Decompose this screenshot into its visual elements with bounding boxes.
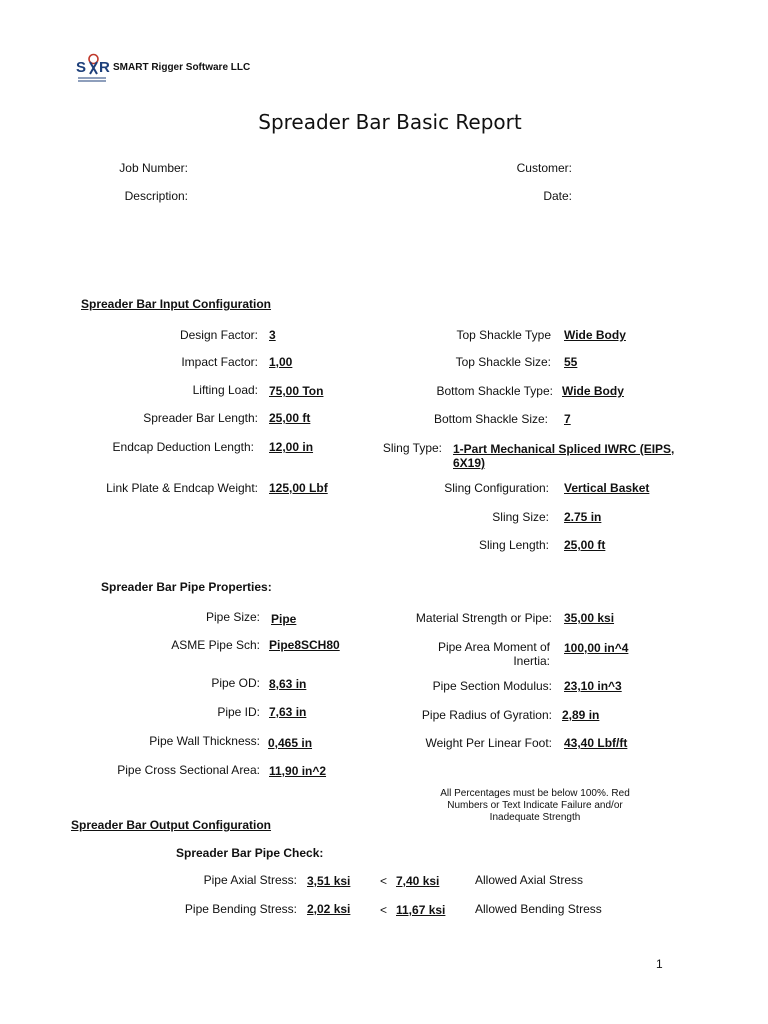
asme-pipe-sch-value: Pipe8SCH80 (269, 638, 340, 652)
pipe-cross-area-label: Pipe Cross Sectional Area: (117, 763, 260, 777)
asme-pipe-sch-label: ASME Pipe Sch: (171, 638, 260, 652)
top-shackle-type-value: Wide Body (564, 328, 626, 342)
pipe-area-moment-label-line2: Inertia: (513, 654, 550, 668)
pipe-od-label: Pipe OD: (211, 676, 260, 690)
top-shackle-size-value: 55 (564, 355, 578, 369)
axial-stress-value: 3,51 ksi (307, 874, 351, 888)
sling-length-label: Sling Length: (478, 538, 549, 552)
pipe-id-label: Pipe ID: (217, 705, 260, 719)
link-plate-weight-label: Link Plate & Endcap Weight: (106, 481, 258, 495)
axial-stress-label: Pipe Axial Stress: (203, 873, 297, 887)
pipe-radius-gyration-value: 2,89 in (562, 708, 600, 722)
pipe-cross-area-value: 11,90 in^2 (269, 764, 327, 778)
weight-per-foot-value: 43,40 Lbf/ft (564, 736, 628, 750)
date-label: Date: (543, 189, 572, 203)
pipe-id-value: 7,63 in (269, 705, 307, 719)
pipe-wall-thickness-value: 0,465 in (268, 736, 313, 750)
top-shackle-size-label: Top Shackle Size: (455, 355, 551, 369)
material-strength-value: 35,00 ksi (564, 611, 615, 625)
bending-stress-value: 2,02 ksi (307, 902, 351, 916)
pipe-check-heading: Spreader Bar Pipe Check: (176, 846, 324, 860)
sling-type-label: Sling Type: (382, 441, 442, 455)
bottom-shackle-type-value: Wide Body (562, 384, 624, 398)
company-logo-icon (76, 52, 112, 84)
impact-factor-label: Impact Factor: (181, 355, 258, 369)
sling-length-value: 25,00 ft (564, 538, 606, 552)
pipe-size-label: Pipe Size: (205, 610, 260, 624)
lifting-load-value: 75,00 Ton (269, 384, 324, 398)
company-name: SMART Rigger Software LLC (113, 62, 251, 73)
failure-note (430, 788, 640, 824)
bending-stress-label: Pipe Bending Stress: (184, 902, 297, 916)
allowed-bending-stress-value: 11,67 ksi (396, 903, 446, 917)
design-factor-value: 3 (269, 328, 276, 342)
svg-text:R: R (99, 59, 110, 76)
spreader-bar-length-label: Spreader Bar Length: (143, 411, 258, 425)
spreader-bar-length-value: 25,00 ft (269, 411, 311, 425)
pipe-area-moment-label: Pipe Area Moment of (437, 640, 550, 654)
description-label: Description: (124, 189, 188, 203)
impact-factor-value: 1,00 (269, 355, 293, 369)
failure-note-line1: All Percentages must be below 100%. Red (440, 788, 630, 799)
design-factor-label: Design Factor: (179, 328, 258, 342)
pipe-od-value: 8,63 in (269, 677, 307, 691)
endcap-deduction-label: Endcap Deduction Length: (112, 440, 254, 454)
failure-note-line3: Inadequate Strength (489, 812, 581, 823)
bottom-shackle-type-label: Bottom Shackle Type: (436, 384, 553, 398)
bending-stress-comparison: < (380, 903, 388, 917)
lifting-load-label: Lifting Load: (192, 383, 258, 397)
pipe-radius-gyration-label: Pipe Radius of Gyration: (421, 708, 552, 722)
endcap-deduction-value: 12,00 in (269, 440, 314, 454)
sling-configuration-value: Vertical Basket (564, 481, 650, 495)
failure-note-line2: Numbers or Text Indicate Failure and/or (447, 800, 623, 811)
pipe-wall-thickness-label: Pipe Wall Thickness: (149, 734, 260, 748)
sling-type-value-line2: 6X19) (453, 456, 486, 470)
link-plate-weight-value: 125,00 Lbf (269, 481, 328, 495)
bottom-shackle-size-label: Bottom Shackle Size: (433, 412, 548, 426)
top-shackle-type-label: Top Shackle Type (456, 328, 551, 342)
allowed-axial-stress-label: Allowed Axial Stress (475, 873, 584, 887)
output-config-heading: Spreader Bar Output Configuration (71, 818, 272, 832)
page-number: 1 (656, 957, 663, 971)
axial-stress-comparison: < (380, 874, 388, 888)
job-number-label: Job Number: (119, 161, 188, 175)
report-title: Spreader Bar Basic Report (258, 110, 522, 134)
sling-size-label: Sling Size: (492, 510, 549, 524)
weight-per-foot-label: Weight Per Linear Foot: (425, 736, 552, 750)
svg-text:S: S (76, 59, 87, 76)
bottom-shackle-size-value: 7 (564, 412, 571, 426)
allowed-bending-stress-label: Allowed Bending Stress (475, 902, 602, 916)
input-config-heading: Spreader Bar Input Configuration (81, 297, 272, 311)
pipe-area-moment-value: 100,00 in^4 (564, 641, 629, 655)
sling-size-value: 2.75 in (564, 510, 602, 524)
customer-label: Customer: (516, 161, 572, 175)
allowed-axial-stress-value: 7,40 ksi (396, 874, 440, 888)
pipe-section-modulus-label: Pipe Section Modulus: (432, 679, 552, 693)
pipe-size-value: Pipe (271, 612, 297, 626)
sling-configuration-label: Sling Configuration: (444, 481, 549, 495)
pipe-properties-heading: Spreader Bar Pipe Properties: (101, 580, 272, 594)
pipe-section-modulus-value: 23,10 in^3 (564, 679, 622, 693)
sling-type-value: 1-Part Mechanical Spliced IWRC (EIPS, (453, 442, 675, 456)
material-strength-label: Material Strength or Pipe: (415, 611, 552, 625)
